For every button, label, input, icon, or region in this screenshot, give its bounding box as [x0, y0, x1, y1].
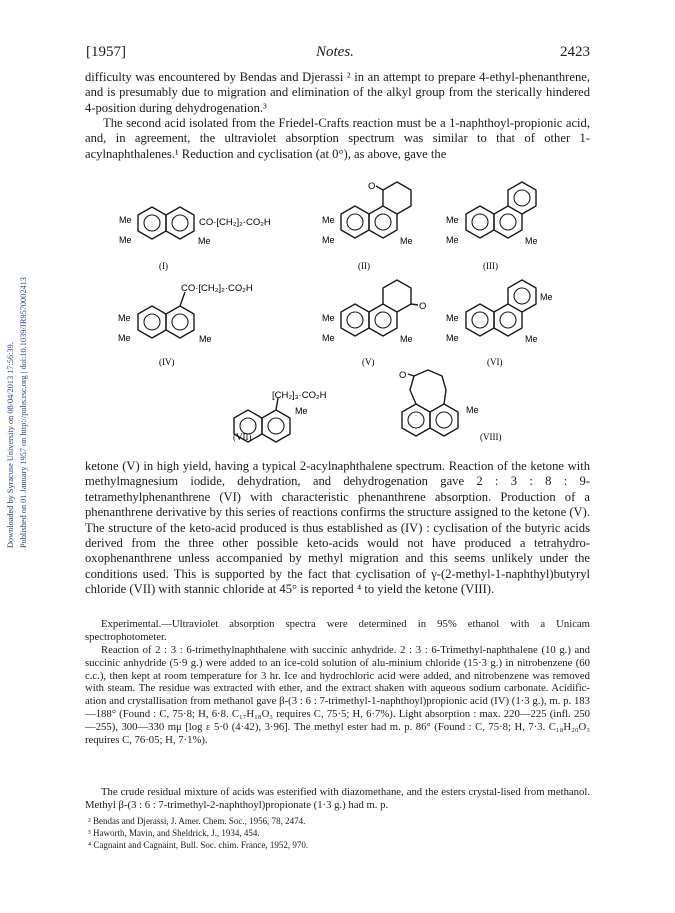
compound-V-oxygen: O — [419, 301, 427, 312]
compound-VII-side-chain: [CH₂]₃·CO₂H — [272, 390, 327, 401]
compound-III-methyl-2: Me — [446, 235, 459, 245]
footnote-3: ³ Haworth, Mavin, and Sheldrick, J., 1934, 454. — [88, 828, 260, 838]
compound-IV-methyl-2: Me — [118, 333, 131, 343]
compound-V-methyl-3: Me — [400, 334, 413, 344]
header-year: [1957] — [86, 44, 126, 60]
compound-IV-methyl-1: Me — [118, 313, 131, 323]
compound-VIII-label: (VIII) — [480, 432, 502, 442]
compound-VII-label: (VII) — [233, 432, 252, 442]
compound-III-methyl-1: Me — [446, 215, 459, 225]
paragraph-reaction: Reaction of 2 : 3 : 6-trimethylnaphthalene with succinic anhydride. 2 : 3 : 6-Trimethyl-naphthalene (10 g.) and succinic anhydride (5·9 g.) were added to an ice-cold solution of alu-minium chloride (15·3 g.) in nitrobenzene (60 c.c.), then kept at room temperature for 3 hr. Ice and hydrochloric acid were added, and nitrobenzene was removed with steam. The residue was extracted with ether, and the extract shaken with aqueous sodium carbonate. Acidific-ation and crystallisation from methanol gave β-(3 : 6 : 7-trimethyl-1-naphthoyl)propionic acid (IV) (1·3 g.), m. p. 183—188° (Found : C, 75·8; H, 6·8. C₁₇H₁₈O₃ requires C, 75·5; H, 6·7%). Light absorption : max. 220—225 (infl. 250—255), 300—330 mμ [log ε 5·0 (4·42), 3·96]. The methyl ester had m. p. 86° (Found : C, 75·8; H, 7·3. C₁₈H₂₀O₃ requires C, 76·05; H, 7·1%). — [85, 644, 590, 746]
compound-VI-methyl-4: Me — [540, 292, 553, 302]
header-section: Notes. — [316, 44, 354, 60]
compound-I-methyl-3: Me — [198, 236, 211, 246]
compound-II-methyl-3: Me — [400, 236, 413, 246]
compound-I-methyl-2: Me — [119, 235, 132, 245]
paragraph-1: difficulty was encountered by Bendas and Djerassi ² in an attempt to prepare 4-ethyl-phenanthrene, and is presumably due to migration and elimination of the alkyl group from the sterically hindered 4-position during dehydrogenation.³ — [85, 70, 590, 115]
footnote-2: ² Bendas and Djerassi, J. Amer. Chem. Soc., 1956, 78, 2474. — [88, 816, 306, 826]
compound-V-methyl-1: Me — [322, 313, 335, 323]
compound-I-methyl-1: Me — [119, 215, 132, 225]
compound-VI-methyl-1: Me — [446, 313, 459, 323]
compound-IV-rings — [138, 292, 194, 338]
compound-V-label: (V) — [362, 357, 375, 367]
compound-VIII-oxygen: O — [399, 370, 407, 381]
compound-II-methyl-2: Me — [322, 235, 335, 245]
compound-IV-side-chain: CO·[CH₂]₂·CO₂H — [181, 283, 253, 294]
compound-V-methyl-2: Me — [322, 333, 335, 343]
compound-VI-methyl-3: Me — [525, 334, 538, 344]
compound-II-oxygen: O — [368, 181, 376, 192]
compound-I-label: (I) — [159, 261, 168, 271]
compound-I-side-chain: CO·[CH₂]₂·CO₂H — [199, 217, 271, 228]
paragraph-experimental: Experimental.—Ultraviolet absorption spectra were determined in 95% ethanol with a Unicam spectrophotometer. — [85, 618, 590, 643]
compound-II-label: (II) — [358, 261, 370, 271]
compound-IV-methyl-3: Me — [199, 334, 212, 344]
published-notice: Published on 01 January 1957 on http://pubs.rsc.org | doi:10.1039/JR9570002413 — [19, 277, 28, 548]
compound-I-rings — [138, 207, 194, 239]
compound-VI-methyl-2: Me — [446, 333, 459, 343]
compound-II-methyl-1: Me — [322, 215, 335, 225]
paragraph-3: ketone (V) in high yield, having a typical 2-acylnaphthalene spectrum. Reaction of the ketone with methylmagnesium iodide, dehydration, and dehydrogenation gave 2 : 3 : 8 : 9-tetramethylphenanthrene (VI) with characteristic phenanthrene absorption. Production of a phenanthrene derivative by this series of reactions confirms the structure assigned to the ketone (V). The structure of the keto-acid produced is thus established as (IV) : cyclisation of the butyric acids derived from the three other possible keto-acids would not have produced a tetrahydro-oxophenanthrene unless accompanied by methyl migration and this seems unlikely under the conditions used. This is supported by the fact that cyclisation of γ-(2-methyl-1-naphthyl)butyryl chloride (VII) with stannic chloride at 45° is reported ⁴ to yield the ketone (VIII). — [85, 459, 590, 597]
compound-VI-label: (VI) — [487, 357, 503, 367]
paragraph-esters: The crude residual mixture of acids was esterified with diazomethane, and the esters crystal-lised from methanol. Methyl β-(3 : 6 : 7-trimethyl-2-naphthoyl)propionate (1·3 g.) had m. p. — [85, 786, 590, 811]
compound-III-label: (III) — [483, 261, 498, 271]
compound-III-methyl-3: Me — [525, 236, 538, 246]
paragraph-2: The second acid isolated from the Friedel-Crafts reaction must be a 1-naphthoyl-propionic acid, and, in agreement, the ultraviolet absorption spectrum was similar to that of other 1-acylnaphthalenes.¹ Reduction and cyclisation (at 0°), as above, gave the — [85, 116, 590, 161]
compound-VII-methyl: Me — [295, 406, 308, 416]
download-notice: Downloaded by Syracuse University on 08/04/2013 17:56:39. — [6, 342, 15, 548]
compound-IV-label: (IV) — [159, 357, 175, 367]
header-page: 2423 — [560, 44, 590, 60]
structure-scheme — [0, 162, 675, 462]
compound-VIII-methyl: Me — [466, 405, 479, 415]
footnote-4: ⁴ Cagnaint and Cagnaint, Bull. Soc. chim. France, 1952, 970. — [88, 840, 309, 850]
